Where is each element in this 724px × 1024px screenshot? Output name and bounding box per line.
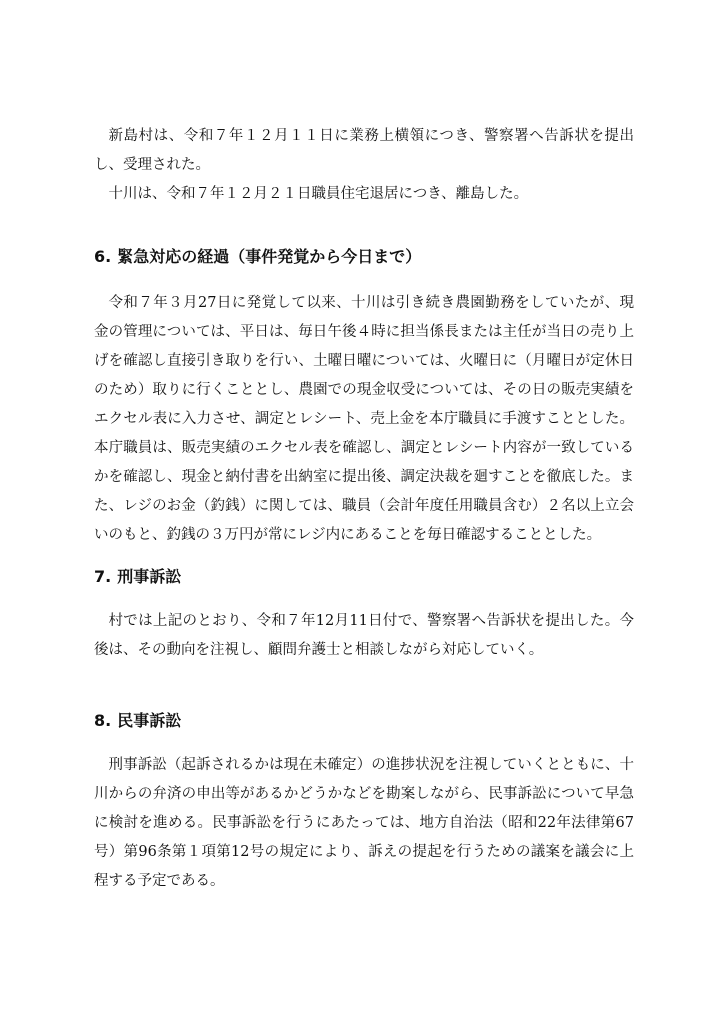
section-7-number: 7. xyxy=(94,567,112,586)
section-7-heading xyxy=(94,566,634,588)
intro-paragraph-1: 新島村は、令和７年１２月１１日に業務上横領につき、警察署へ告訴状を提出し、受理された。 xyxy=(94,128,634,173)
section-6-heading xyxy=(94,246,634,268)
section-8-heading xyxy=(94,710,634,732)
section-8-title: 民事訴訟 xyxy=(117,711,182,730)
section-6-number: 6. xyxy=(94,247,112,266)
section-6-body: 令和７年３月27日に発覚して以来、十川は引き続き農園勤務をしていたが、現金の管理については、平日は、毎日午後４時に担当係長または主任が当日の売り上げを確認し直接引き取りを行い、土曜日曜については、火曜日に（月曜日が定休日のため）取りに行くこととし、農園での現金収受については、その日の販売実績をエクセル表に入力させ、調定とレシート、売上金を本庁職員に手渡すこととした。本庁職員は、販売実績のエクセル表を確認し、調定とレシート内容が一致しているかを確認し、現金と納付書を出納室に提出後、調定決裁を廻すことを徹底した。また、レジのお金（釣銭）に関しては、職員（会計年度任用職員含む）２名以上立会いのもと、釣銭の３万円が常にレジ内にあることを毎日確認することとした。 xyxy=(94,295,634,543)
section-7-title: 刑事訴訟 xyxy=(117,567,182,586)
section-8-number: 8. xyxy=(94,711,112,730)
section-7-body: 村では上記のとおり、令和７年12月11日付で、警察署へ告訴状を提出した。今後は、その動向を注視し、顧問弁護士と相談しながら対応していく。 xyxy=(94,613,634,658)
section-6-title: 緊急対応の経過（事件発覚から今日まで） xyxy=(117,247,422,266)
section-8-body: 刑事訴訟（起訴されるかは現在未確定）の進捗状況を注視していくとともに、十川からの弁済の申出等があるかどうかなどを勘案しながら、民事訴訟について早急に検討を進める。民事訴訟を行うにあたっては、地方自治法（昭和22年法律第67号）第96条第１項第12号の規定により、訴えの提起を行うための議案を議会に上程する予定である。 xyxy=(94,757,634,889)
intro-paragraph-2: 十川は、令和７年１２月２１日職員住宅退居につき、離島した。 xyxy=(108,186,529,202)
